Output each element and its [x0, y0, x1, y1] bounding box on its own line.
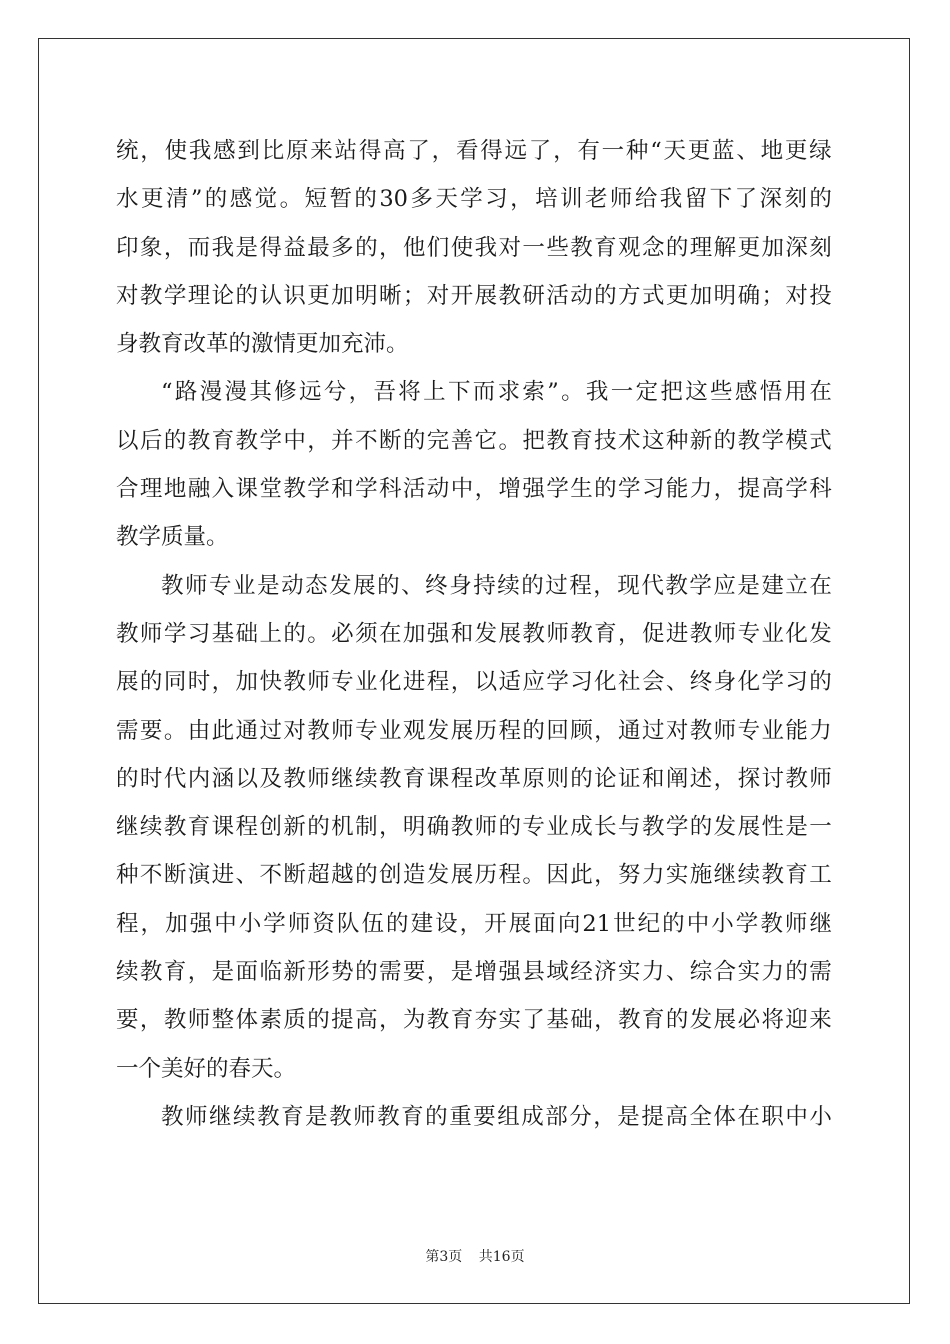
text-line: 教学质量。 [116, 524, 229, 551]
text-line: 水 更 清 ” 的 感 觉 。 短 暂 的 30 多 天 学 习 ， 培 训 老 师 给 我 留 下 了 深 刻 的 [116, 186, 832, 213]
text-line: 展 的 同 时 ， 加 快 教 师 专 业 化 进 程 ， 以 适 应 学 习 化 社 会 、 终 身 化 学 习 的 [116, 669, 832, 696]
text-line: 教 师 继 续 教 育 是 教 师 教 育 的 重 要 组 成 部 分 ， 是 提 高 全 体 在 职 中 小 [161, 1103, 832, 1130]
text-line: “ 路 漫 漫 其 修 远 兮 ， 吾 将 上 下 而 求 索 ” 。 我 一 定 把 这 些 感 悟 用 在 [161, 379, 832, 406]
text-line: 印 象 ， 而 我 是 得 益 最 多 的 ， 他 们 使 我 对 一 些 教 育 观 念 的 理 解 更 加 深 刻 [116, 234, 832, 261]
text-line: 一个美好的春天。 [116, 1055, 297, 1082]
text-line: 的 时 代 内 涵 以 及 教 师 继 续 教 育 课 程 改 革 原 则 的 论 证 和 阐 述 ， 探 讨 教 师 [116, 765, 832, 792]
text-line: 需 要 。 由 此 通 过 对 教 师 专 业 观 发 展 历 程 的 回 顾 ， 通 过 对 教 师 专 业 能 力 [116, 717, 832, 744]
text-line: 对 教 学 理 论 的 认 识 更 加 明 晰 ； 对 开 展 教 研 活 动 的 方 式 更 加 明 确 ； 对 投 [116, 282, 832, 309]
paragraph [116, 562, 832, 1093]
text-line: 续 教 育 ， 是 面 临 新 形 势 的 需 要 ， 是 增 强 县 域 经 济 实 力 、 综 合 实 力 的 需 [116, 959, 832, 986]
document-body [116, 127, 832, 1141]
paragraph [116, 368, 832, 561]
text-line: 身教育改革的激情更加充沛。 [116, 331, 409, 358]
paragraph [116, 127, 832, 368]
text-line: 以 后 的 教 育 教 学 中 ， 并 不 断 的 完 善 它 。 把 教 育 技 术 这 种 新 的 教 学 模 式 [116, 427, 832, 454]
text-line: 种 不 断 演 进 、 不 断 超 越 的 创 造 发 展 历 程 。 因 此 ， 努 力 实 施 继 续 教 育 工 [116, 862, 832, 889]
text-line: 教 师 学 习 基 础 上 的 。 必 须 在 加 强 和 发 展 教 师 教 育 ， 促 进 教 师 专 业 化 发 [116, 620, 832, 647]
page-total: 共16页 [478, 1249, 525, 1265]
text-line: 教 师 专 业 是 动 态 发 展 的 、 终 身 持 续 的 过 程 ， 现 代 教 学 应 是 建 立 在 [161, 572, 832, 599]
text-line: 程 ， 加 强 中 小 学 师 资 队 伍 的 建 设 ， 开 展 面 向 21 世 纪 的 中 小 学 教 师 继 [116, 910, 832, 937]
text-line: 要 ， 教 师 整 体 素 质 的 提 高 ， 为 教 育 夯 实 了 基 础 ， 教 育 的 发 展 必 将 迎 来 [116, 1007, 832, 1034]
text-line: 合 理 地 融 入 课 堂 教 学 和 学 科 活 动 中 ， 增 强 学 生 的 学 习 能 力 ， 提 高 学 科 [116, 476, 832, 503]
page-number: 第3页 [425, 1249, 463, 1265]
text-line: 继 续 教 育 课 程 创 新 的 机 制 ， 明 确 教 师 的 专 业 成 长 与 教 学 的 发 展 性 是 一 [116, 814, 832, 841]
paragraph [116, 1093, 832, 1141]
page-footer [0, 1246, 950, 1266]
text-line: 统 ， 使 我 感 到 比 原 来 站 得 高 了 ， 看 得 远 了 ， 有 一 种 “ 天 更 蓝 、 地 更 绿 [116, 138, 832, 164]
